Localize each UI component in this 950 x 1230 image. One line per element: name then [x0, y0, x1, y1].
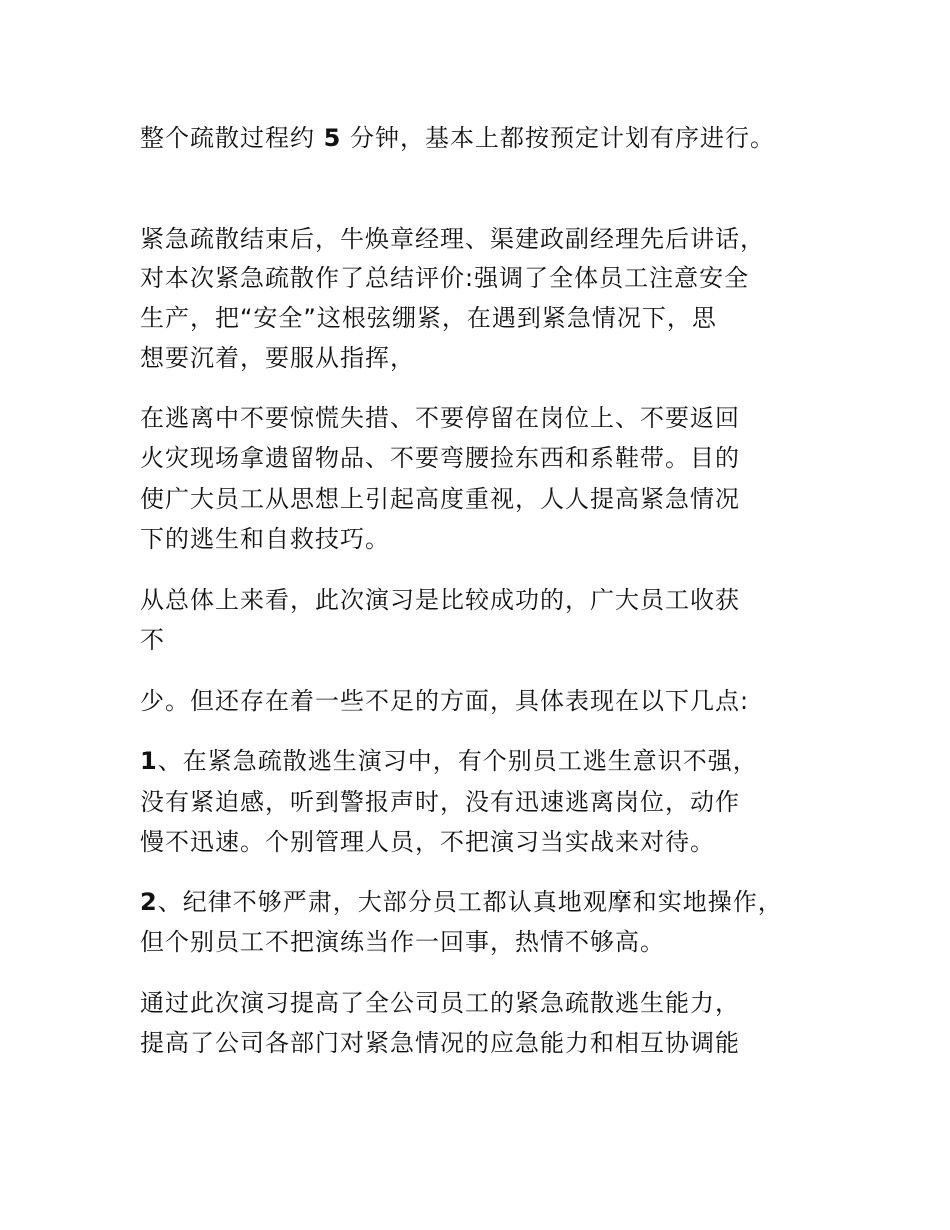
- paragraph-4-line-2: 不: [140, 626, 165, 654]
- paragraph-3-line-1: 在逃离中不要惊慌失措、不要停留在岗位上、不要返回: [140, 404, 740, 432]
- paragraph-8-line-2: 提高了公司各部门对紧急情况的应急能力和相互协调能: [140, 1029, 740, 1057]
- paragraph-2-line-4: 想要沉着，要服从指挥，: [140, 344, 415, 372]
- paragraph-2-line-2: 对本次紧急疏散作了总结评价:强调了全体员工注意安全: [140, 264, 750, 292]
- paragraph-7-line-1: [140, 887, 783, 917]
- paragraph-6-line-2: 没有紧迫感，听到警报声时，没有迅速逃离岗位，动作: [140, 788, 740, 816]
- paragraph-4-line-1: 从总体上来看，此次演习是比较成功的，广大员工收获: [140, 586, 740, 614]
- paragraph-7-line-2: 但个别员工不把演练当作一回事，热情不够高。: [140, 928, 665, 956]
- paragraph-5-line-1: 少。但还存在着一些不足的方面，具体表现在以下几点:: [140, 687, 750, 715]
- paragraph-6-line-1: [140, 746, 758, 776]
- paragraph-6-line-3: 慢不迅速。个别管理人员，不把演习当实战来对待。: [140, 828, 715, 856]
- paragraph-2-line-1: 紧急疏散结束后，牛焕章经理、渠建政副经理先后讲话，: [140, 225, 765, 253]
- list-number-2: 2: [140, 888, 158, 916]
- paragraph-2-line-3: 生产，把“安全”这根弦绷紧，在遇到紧急情况下，思: [140, 304, 717, 332]
- paragraph-3-line-2: 火灾现场拿遗留物品、不要弯腰捡东西和系鞋带。目的: [140, 444, 740, 472]
- paragraph-3-line-4: 下的逃生和自救技巧。: [140, 525, 390, 553]
- text-segment: 、纪律不够严肃，大部分员工都认真地观摩和实地操作，: [157, 888, 783, 916]
- duration-number: 5: [323, 124, 342, 152]
- text-segment: 整个疏散过程约: [140, 124, 324, 152]
- text-segment: 分钟，基本上都按预定计划有序进行。: [341, 124, 775, 152]
- paragraph-8-line-1: 通过此次演习提高了全公司员工的紧急疏散逃生能力，: [140, 989, 740, 1017]
- text-segment: 、在紧急疏散逃生演习中，有个别员工逃生意识不强，: [157, 747, 758, 775]
- paragraph-1-line-1: [140, 123, 775, 153]
- list-number-1: 1: [140, 747, 158, 775]
- paragraph-3-line-3: 使广大员工从思想上引起高度重视，人人提高紧急情况: [140, 485, 740, 513]
